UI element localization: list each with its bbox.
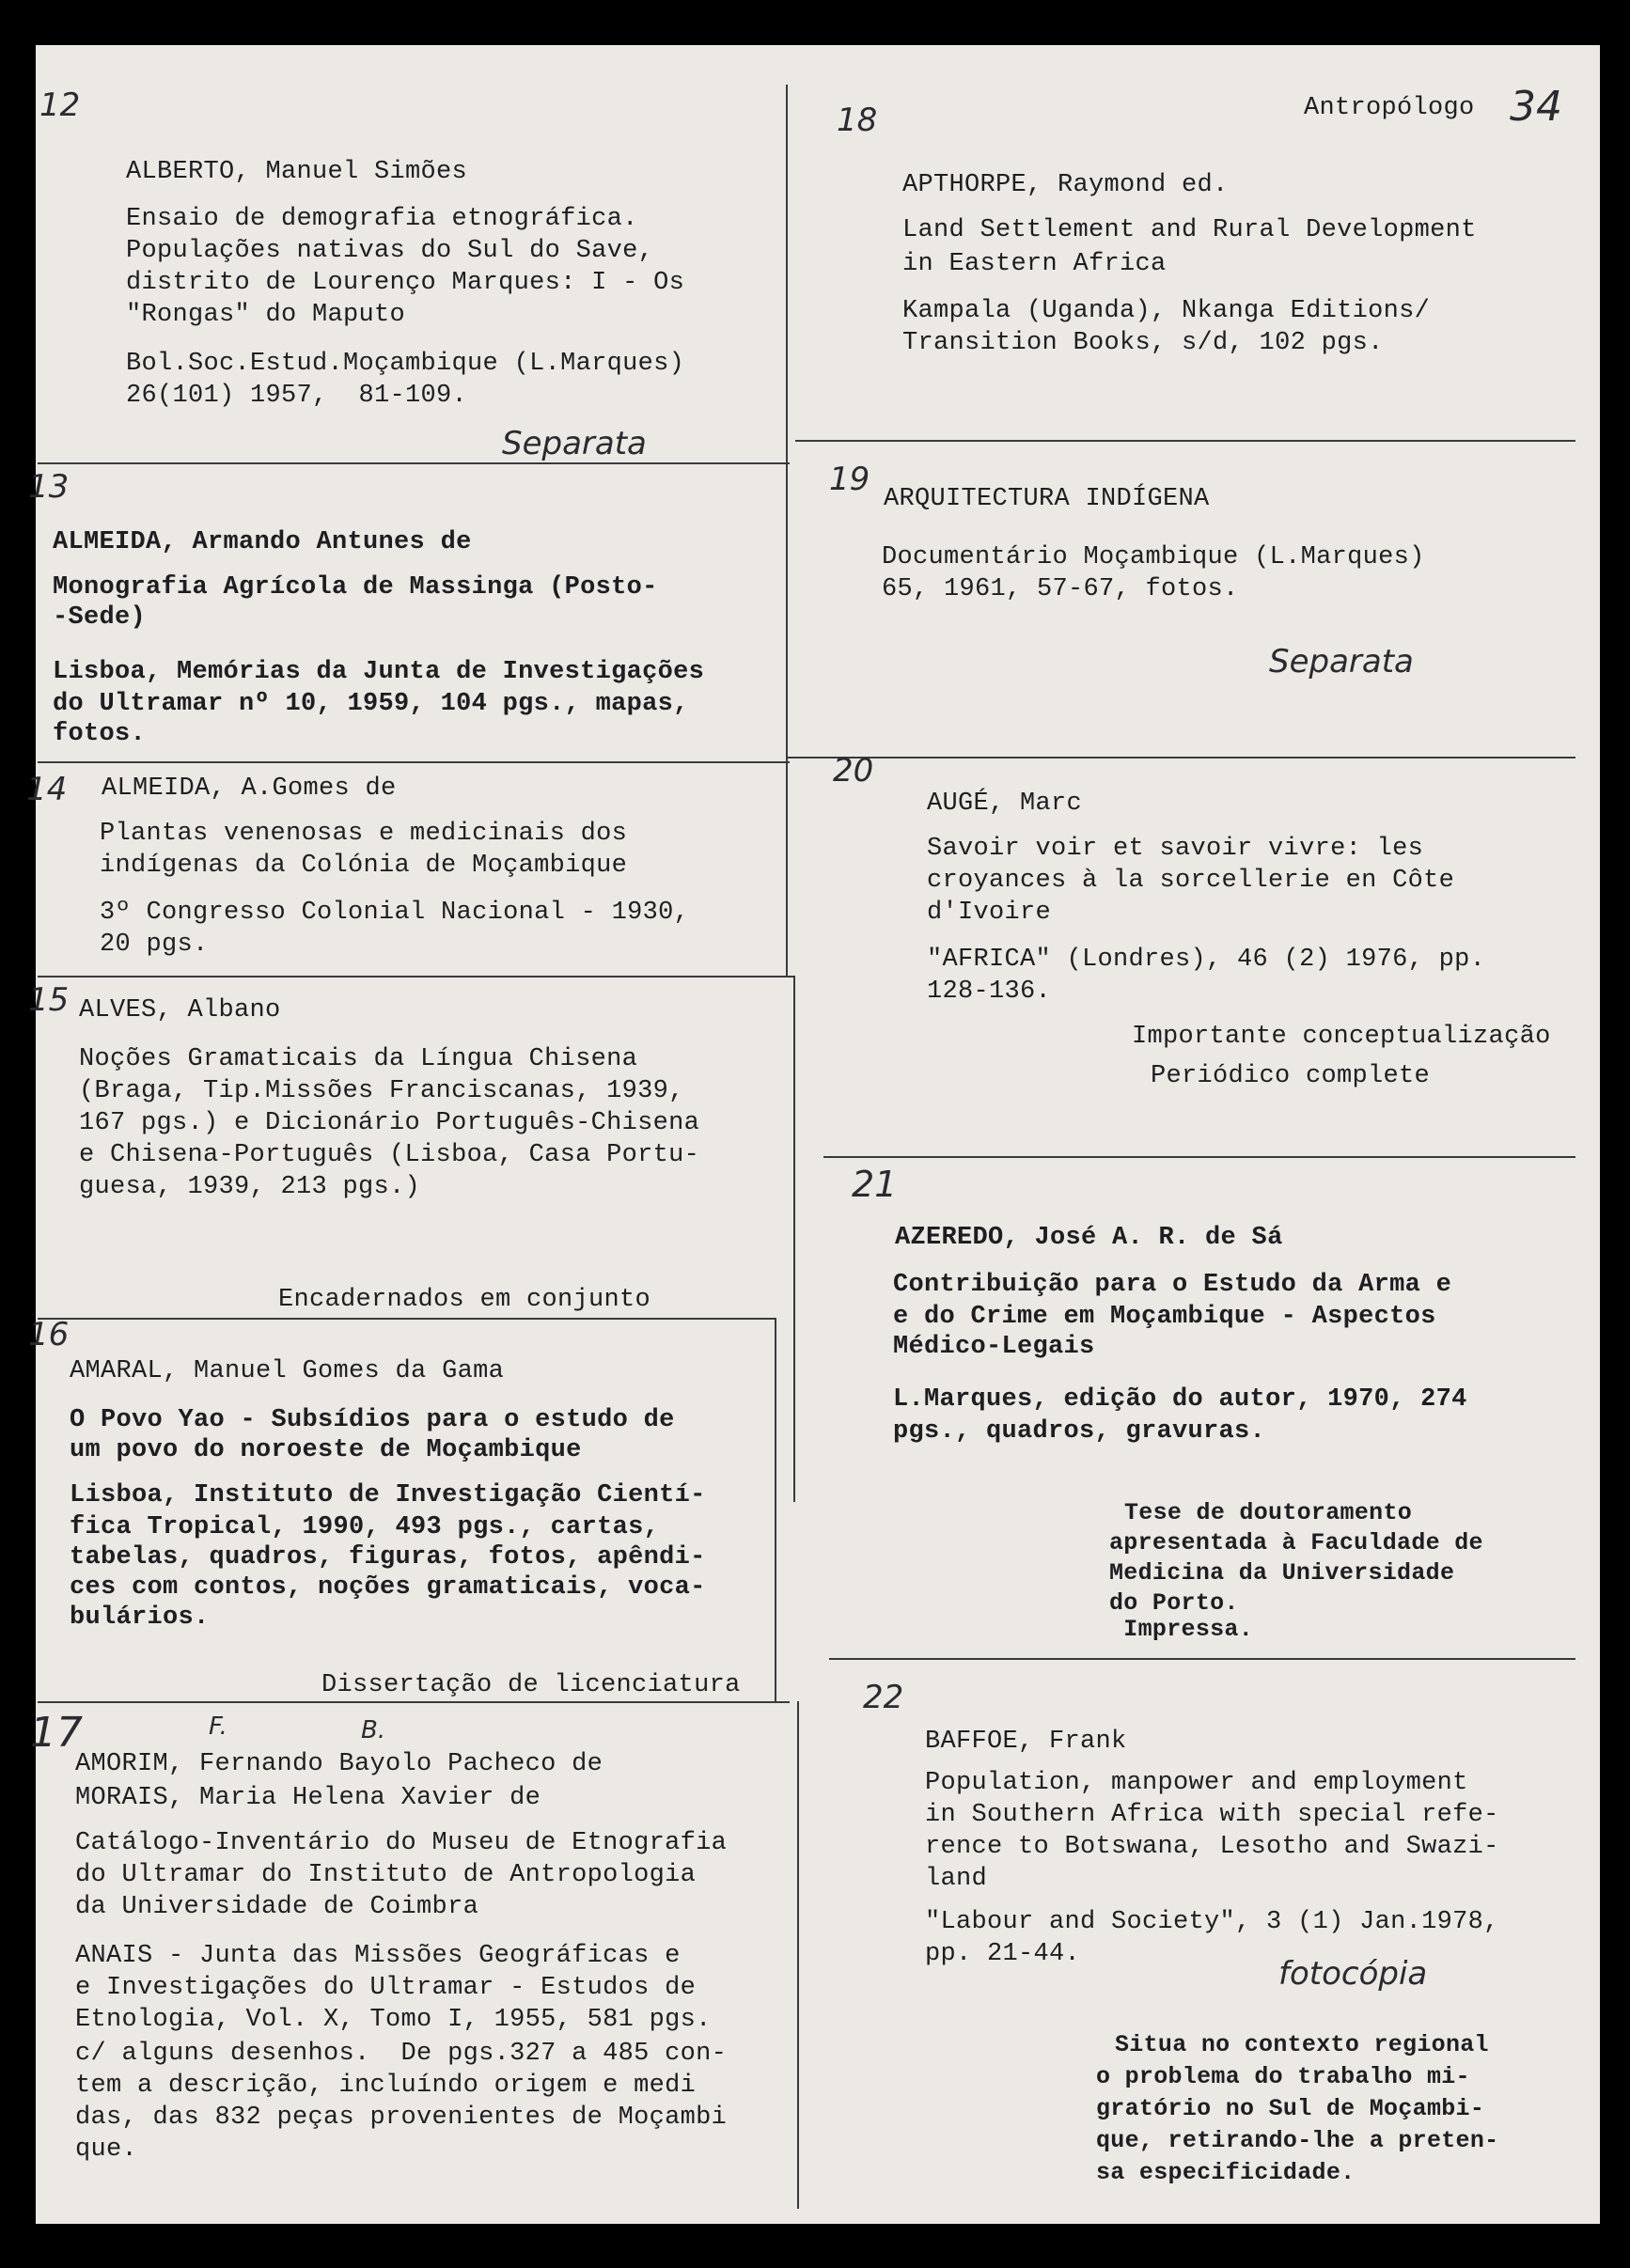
entry-title-line: do Ultramar do Instituto de Antropologia — [75, 1861, 697, 1889]
entry-divider — [786, 757, 1575, 759]
entry-author: ALMEIDA, A.Gomes de — [102, 774, 397, 803]
entry-author: ALBERTO, Manuel Simões — [126, 158, 468, 186]
entry-author: ALVES, Albano — [79, 996, 281, 1025]
entry-title-line: Noções Gramaticais da Língua Chisena — [79, 1045, 638, 1073]
entry-source-line: 65, 1961, 57-67, fotos. — [882, 575, 1239, 603]
entry-source-line: Bol.Soc.Estud.Moçambique (L.Marques) — [126, 350, 685, 378]
entry-note: Periódico complete — [1151, 1062, 1431, 1090]
entry-source-line: ces com contos, noções gramaticais, voca- — [70, 1573, 706, 1602]
entry-source-line: pp. 21-44. — [925, 1940, 1081, 1968]
entry-source-line: ANAIS - Junta das Missões Geográficas e — [75, 1942, 681, 1970]
entry-source-line: L.Marques, edição do autor, 1970, 274 — [893, 1385, 1467, 1414]
entry-divider — [38, 462, 790, 464]
entry-note: Separata — [502, 425, 647, 462]
entry-title-line: indígenas da Colónia de Moçambique — [100, 852, 628, 880]
entry-title-line: land — [925, 1865, 988, 1893]
entry-title-line: Contribuição para o Estudo da Arma e — [893, 1271, 1452, 1299]
entry-title-line: da Universidade de Coimbra — [75, 1893, 479, 1921]
entry-source-line: 20 pgs. — [100, 931, 209, 959]
entry-divider — [38, 976, 795, 978]
entry-number: 20 — [833, 752, 874, 790]
entry-number: 17 — [30, 1709, 83, 1757]
entry-title-line: e Chisena-Português (Lisboa, Casa Portu- — [79, 1141, 700, 1169]
entry-title-line: (Braga, Tip.Missões Franciscanas, 1939, — [79, 1077, 684, 1105]
entry-source-line: c/ alguns desenhos. De pgs.327 a 485 con- — [75, 2040, 728, 2068]
entry-source-line: pgs., quadros, gravuras. — [893, 1417, 1266, 1446]
entry-title-line: guesa, 1939, 213 pgs.) — [79, 1173, 421, 1201]
entry-handnote: fotocópia — [1278, 1955, 1428, 1993]
category-header: Antropólogo — [1304, 94, 1475, 122]
entry-note: Situa no contexto regional — [1115, 2031, 1489, 2058]
entry-number: 15 — [28, 981, 70, 1019]
entry-source-line: 3º Congresso Colonial Nacional - 1930, — [100, 899, 690, 927]
handwritten-initial: B. — [361, 1716, 386, 1744]
entry-title-line: Ensaio de demografia etnográfica. — [126, 205, 638, 233]
entry-source-line: e Investigações do Ultramar - Estudos de — [75, 1974, 697, 2002]
entry-source-line: Kampala (Uganda), Nkanga Editions/ — [902, 297, 1431, 325]
entry-title-line: Monografia Agrícola de Massinga (Posto- — [53, 573, 658, 602]
entry-number: 14 — [26, 771, 68, 808]
entry-author: APTHORPE, Raymond ed. — [902, 171, 1229, 199]
column-divider — [797, 1701, 799, 2209]
column-divider — [775, 1318, 776, 1703]
entry-title-line: e do Crime em Moçambique - Aspectos — [893, 1303, 1436, 1331]
entry-source-line: que. — [75, 2135, 138, 2164]
entry-source-line: Lisboa, Memórias da Junta de Investigações — [53, 658, 705, 686]
entry-author: AUGÉ, Marc — [927, 790, 1083, 818]
entry-author: AMARAL, Manuel Gomes da Gama — [70, 1357, 505, 1385]
entry-divider — [829, 1658, 1575, 1660]
entry-divider — [795, 440, 1575, 442]
entry-note: Impressa. — [1109, 1616, 1254, 1643]
entry-source-line: fica Tropical, 1990, 493 pgs., cartas, — [70, 1513, 660, 1541]
entry-divider — [38, 761, 790, 763]
entry-note: Separata — [1269, 643, 1414, 680]
column-divider — [786, 85, 788, 978]
entry-title-line: um povo do noroeste de Moçambique — [70, 1436, 582, 1464]
entry-note: Encadernados em conjunto — [278, 1286, 651, 1314]
entry-title-line: "Rongas" do Maputo — [126, 301, 406, 329]
entry-note: apresentada à Faculdade de — [1109, 1529, 1483, 1556]
entry-divider — [823, 1156, 1575, 1158]
entry-divider — [38, 1318, 776, 1320]
entry-source-line: tabelas, quadros, figuras, fotos, apêndi- — [70, 1543, 706, 1572]
entry-note: Tese de doutoramento — [1124, 1499, 1413, 1526]
entry-note: Dissertação de licenciatura — [321, 1671, 741, 1699]
entry-title-line: in Eastern Africa — [902, 250, 1167, 278]
entry-source-line: fotos. — [53, 720, 147, 748]
entry-note: do Porto. — [1109, 1589, 1239, 1617]
entry-source-line: Transition Books, s/d, 102 pgs. — [902, 329, 1384, 357]
entry-author: MORAIS, Maria Helena Xavier de — [75, 1784, 541, 1812]
entry-number: 22 — [863, 1679, 904, 1716]
entry-number: 16 — [28, 1316, 70, 1353]
entry-title-line: distrito de Lourenço Marques: I - Os — [126, 269, 685, 297]
entry-number: 21 — [852, 1164, 898, 1205]
entry-title-line: in Southern Africa with special refe- — [925, 1801, 1499, 1829]
entry-author: BAFFOE, Frank — [925, 1728, 1127, 1756]
entry-source-line: "Labour and Society", 3 (1) Jan.1978, — [925, 1908, 1499, 1936]
entry-title-line: Population, manpower and employment — [925, 1769, 1468, 1797]
entry-title-line: O Povo Yao - Subsídios para o estudo de — [70, 1406, 675, 1434]
entry-title-line: croyances à la sorcellerie en Côte — [927, 867, 1455, 895]
entry-source-line: Lisboa, Instituto de Investigação Cientí- — [70, 1481, 706, 1509]
entry-source-line: bulários. — [70, 1603, 210, 1632]
page-number: 34 — [1510, 83, 1562, 131]
entry-source-line: tem a descrição, incluíndo origem e medi — [75, 2072, 697, 2100]
entry-author: ARQUITECTURA INDÍGENA — [884, 485, 1210, 513]
entry-title-line: Médico-Legais — [893, 1333, 1095, 1361]
entry-title-line: Populações nativas do Sul do Save, — [126, 237, 654, 265]
entry-source-line: Documentário Moçambique (L.Marques) — [882, 543, 1425, 571]
column-divider — [793, 976, 795, 1502]
entry-title-line: Plantas venenosas e medicinais dos — [100, 820, 628, 848]
entry-author: ALMEIDA, Armando Antunes de — [53, 528, 472, 556]
entry-source-line: "AFRICA" (Londres), 46 (2) 1976, pp. — [927, 946, 1486, 974]
entry-title-line: Land Settlement and Rural Development — [902, 216, 1477, 244]
entry-title-line: Catálogo-Inventário do Museu de Etnografia — [75, 1829, 728, 1857]
entry-note: sa especificidade. — [1096, 2159, 1356, 2186]
entry-source-line: do Ultramar nº 10, 1959, 104 pgs., mapas, — [53, 690, 689, 718]
entry-number: 12 — [39, 86, 81, 124]
entry-source-line: 26(101) 1957, 81-109. — [126, 382, 468, 410]
entry-author: AZEREDO, José A. R. de Sá — [895, 1224, 1283, 1252]
entry-source-line: 128-136. — [927, 978, 1052, 1006]
entry-number: 19 — [829, 461, 870, 498]
entry-title-line: d'Ivoire — [927, 899, 1052, 927]
entry-note: Importante conceptualização — [1132, 1023, 1551, 1051]
entry-note: gratório no Sul de Moçambi- — [1096, 2095, 1485, 2122]
entry-title-line: Savoir voir et savoir vivre: les — [927, 835, 1424, 863]
entry-note: o problema do trabalho mi- — [1096, 2063, 1470, 2090]
entry-author: AMORIM, Fernando Bayolo Pacheco de — [75, 1750, 603, 1778]
entry-title-line: -Sede) — [53, 603, 147, 632]
entry-number: 18 — [837, 102, 878, 139]
entry-number: 13 — [28, 468, 70, 506]
handwritten-initial: F. — [209, 1713, 227, 1741]
entry-note: Medicina da Universidade — [1109, 1559, 1455, 1587]
entry-source-line: Etnologia, Vol. X, Tomo I, 1955, 581 pgs. — [75, 2006, 712, 2034]
entry-note: que, retirando-lhe a preten- — [1096, 2127, 1499, 2154]
entry-title-line: 167 pgs.) e Dicionário Português-Chisena — [79, 1109, 700, 1137]
entry-source-line: das, das 832 peças provenientes de Moçambi — [75, 2104, 728, 2132]
entry-title-line: rence to Botswana, Lesotho and Swazi- — [925, 1833, 1499, 1861]
